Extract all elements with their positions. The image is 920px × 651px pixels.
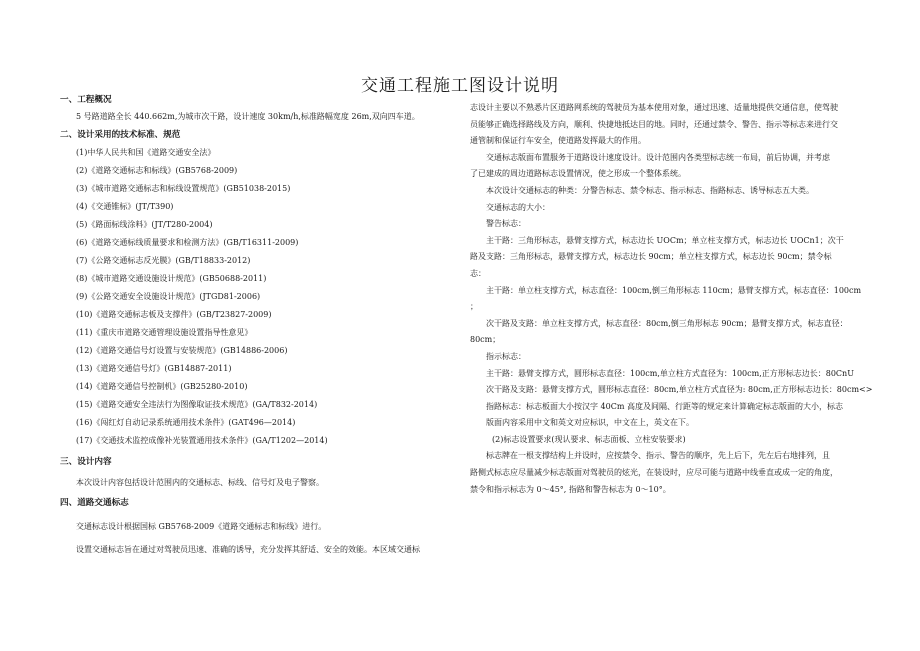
body-line: 通管制和保证行车安全，使道路发挥最大的作用。: [470, 136, 646, 146]
body-line: 员能够正确选择路线及方向，顺利、快捷地抵达目的地。同时，还通过禁令、警告、指示等标志来进行交: [470, 119, 838, 129]
standard-item: (12)《道路交通信号灯设置与安装规范》(GB14886-2006): [76, 346, 288, 355]
body-line: ；: [470, 302, 478, 312]
standard-item: (1)中华人民共和国《道路交通安全法》: [76, 148, 216, 157]
document-title: 交通工程施工图设计说明: [361, 76, 559, 96]
right-column: [470, 100, 873, 498]
body-line: 版面内容采用中文和英文对应标识，中文在上，英文在下。: [486, 418, 694, 428]
body-line: 主干路：三角形标志，悬臂支撑方式，标志边长 UOCm；单立柱支撑方式，标志边长 UOCn1；次干: [486, 235, 844, 245]
standard-item: (16)《闯红灯自动记录系统通用技术条件》(GAT496—2014): [76, 418, 296, 427]
body-line: 次干路及支路：单立柱支撑方式，标志直径：80cm,倒三角形标志 90cm；悬臂支撑方式，标志直径：: [486, 318, 848, 328]
body-line: 路及支路：三角形标志，悬臂支撑方式，标志边长 90cm；单立柱支撑方式，标志边长 90cm；禁令标: [470, 252, 832, 262]
body-line: 交通标志的大小：: [486, 202, 550, 212]
body-line: 主干路：单立柱支撑方式，标志直径：100cm,倒三角形标志 110cm；悬臂支撑方式，标志直径：100cm: [486, 285, 862, 295]
standard-item: (2)《道路交通标志和标线》(GB5768-2009): [76, 166, 238, 175]
body-line: 标志牌在一根支撑结构上并设时，应按禁令、指示、警告的顺序，先上后下，先左后右地排列，且: [486, 451, 830, 461]
standard-item: (6)《道路交通标线质量要求和检测方法》(GB/T16311-2009): [76, 238, 299, 247]
body-line: (2)标志设置要求(现认要求、标志面板、立柱安装要求): [492, 434, 686, 444]
body-line: 指示标志：: [486, 351, 526, 361]
body-line: 主干路：悬臂支撑方式，圆形标志直径：100cm,单立柱方式直径为：100cm,正方形标志边长：80CnU: [486, 368, 854, 378]
standard-item: (4)《交通锥标》(JT/T390): [76, 202, 174, 211]
standard-item: (13)《道路交通信号灯》(GB14887-2011): [76, 364, 232, 373]
standard-item: (3)《城市道路交通标志和标线设置规范》(GB51038-2015): [76, 184, 291, 193]
section-3-text: 本次设计内容包括设计范围内的交通标志、标线、信号灯及电子警察。: [76, 478, 324, 487]
body-line: 志设计主要以不熟悉片区道路网系统的驾驶员为基本使用对象，通过迅速、适量地提供交通信息，使驾驶: [470, 103, 838, 112]
standard-item: (15)《道路交通安全违法行为图像取证技术规范》(GA/T832-2014): [76, 400, 318, 409]
section-4-paragraph-2: 设置交通标志旨在通过对驾驶员迅速、准确的诱导，充分发挥其舒适、安全的效能。本区域交通标: [76, 545, 420, 554]
body-line: 次干路及支路：悬臂支撑方式，圆形标志直径：80cm,单立柱方式直径为: 80cm,正方形标志边长：80cm<>: [486, 385, 873, 395]
body-line: 警告标志：: [486, 219, 526, 229]
body-line: 志：: [470, 268, 486, 278]
standard-item: (14)《道路交通信号控制机》(GB25280-2010): [76, 382, 248, 391]
section-1-text: 5 号路道路全长 440.662m,为城市次干路，设计速度 30km/h,标准路幅宽度 26m,双向四车道。: [76, 112, 420, 121]
section-2-heading: 二、设计采用的技术标准、规范: [60, 130, 181, 140]
body-line: 指路标志：标志板面大小按汉字 40Cm 高度及间隔、行距等的规定来计算确定标志版面的大小，标志: [486, 401, 843, 411]
body-line: 80cm；: [470, 335, 501, 345]
body-line: 路侧式标志应尽量减少标志版面对驾驶员的炫光，在装设时，应尽可能与道路中线垂直或成一定的角度，: [470, 468, 838, 478]
section-4-paragraph-1: 交通标志设计根据国标 GB5768-2009《道路交通标志和标线》进行。: [76, 522, 327, 531]
standard-item: (8)《城市道路交通设施设计规范》(GB50688-2011): [76, 274, 267, 283]
left-column: [60, 94, 458, 556]
standard-item: (17)《交通技术监控成像补光装置通用技术条件》(GA/T1202—2014): [76, 436, 328, 445]
standards-list: [60, 144, 458, 450]
section-3-heading: 三、设计内容: [60, 457, 112, 467]
body-line: 了已建成的周边道路标志设置情况，使之形成一个整体系统。: [470, 169, 686, 179]
standard-item: (10)《道路交通标志板及支撑件》(GB/T23827-2009): [76, 310, 272, 319]
section-1-heading: 一、工程概况: [60, 95, 112, 105]
body-line: 禁令和指示标志为 0～45°, 指路和警告标志为 0～10°。: [470, 484, 671, 494]
standard-item: (5)《路面标线涂料》(JT/T280-2004): [76, 220, 213, 229]
body-line: 交通标志版面布置服务于道路设计速度设计。设计范围内各类型标志统一布局，前后协调，并考虑: [486, 152, 830, 162]
standard-item: (9)《公路交通安全设施设计规范》(JTGD81-2006): [76, 292, 261, 301]
section-4-heading: 四、道路交通标志: [60, 498, 129, 508]
standard-item: (11)《重庆市道路交通管理设施设置指导性意见》: [76, 328, 253, 337]
standard-item: (7)《公路交通标志反光膜》(GB/T18833-2012): [76, 256, 251, 265]
body-line: 本次设计交通标志的种类：分警告标志、禁令标志、指示标志、指路标志、诱导标志五大类。: [486, 185, 814, 195]
